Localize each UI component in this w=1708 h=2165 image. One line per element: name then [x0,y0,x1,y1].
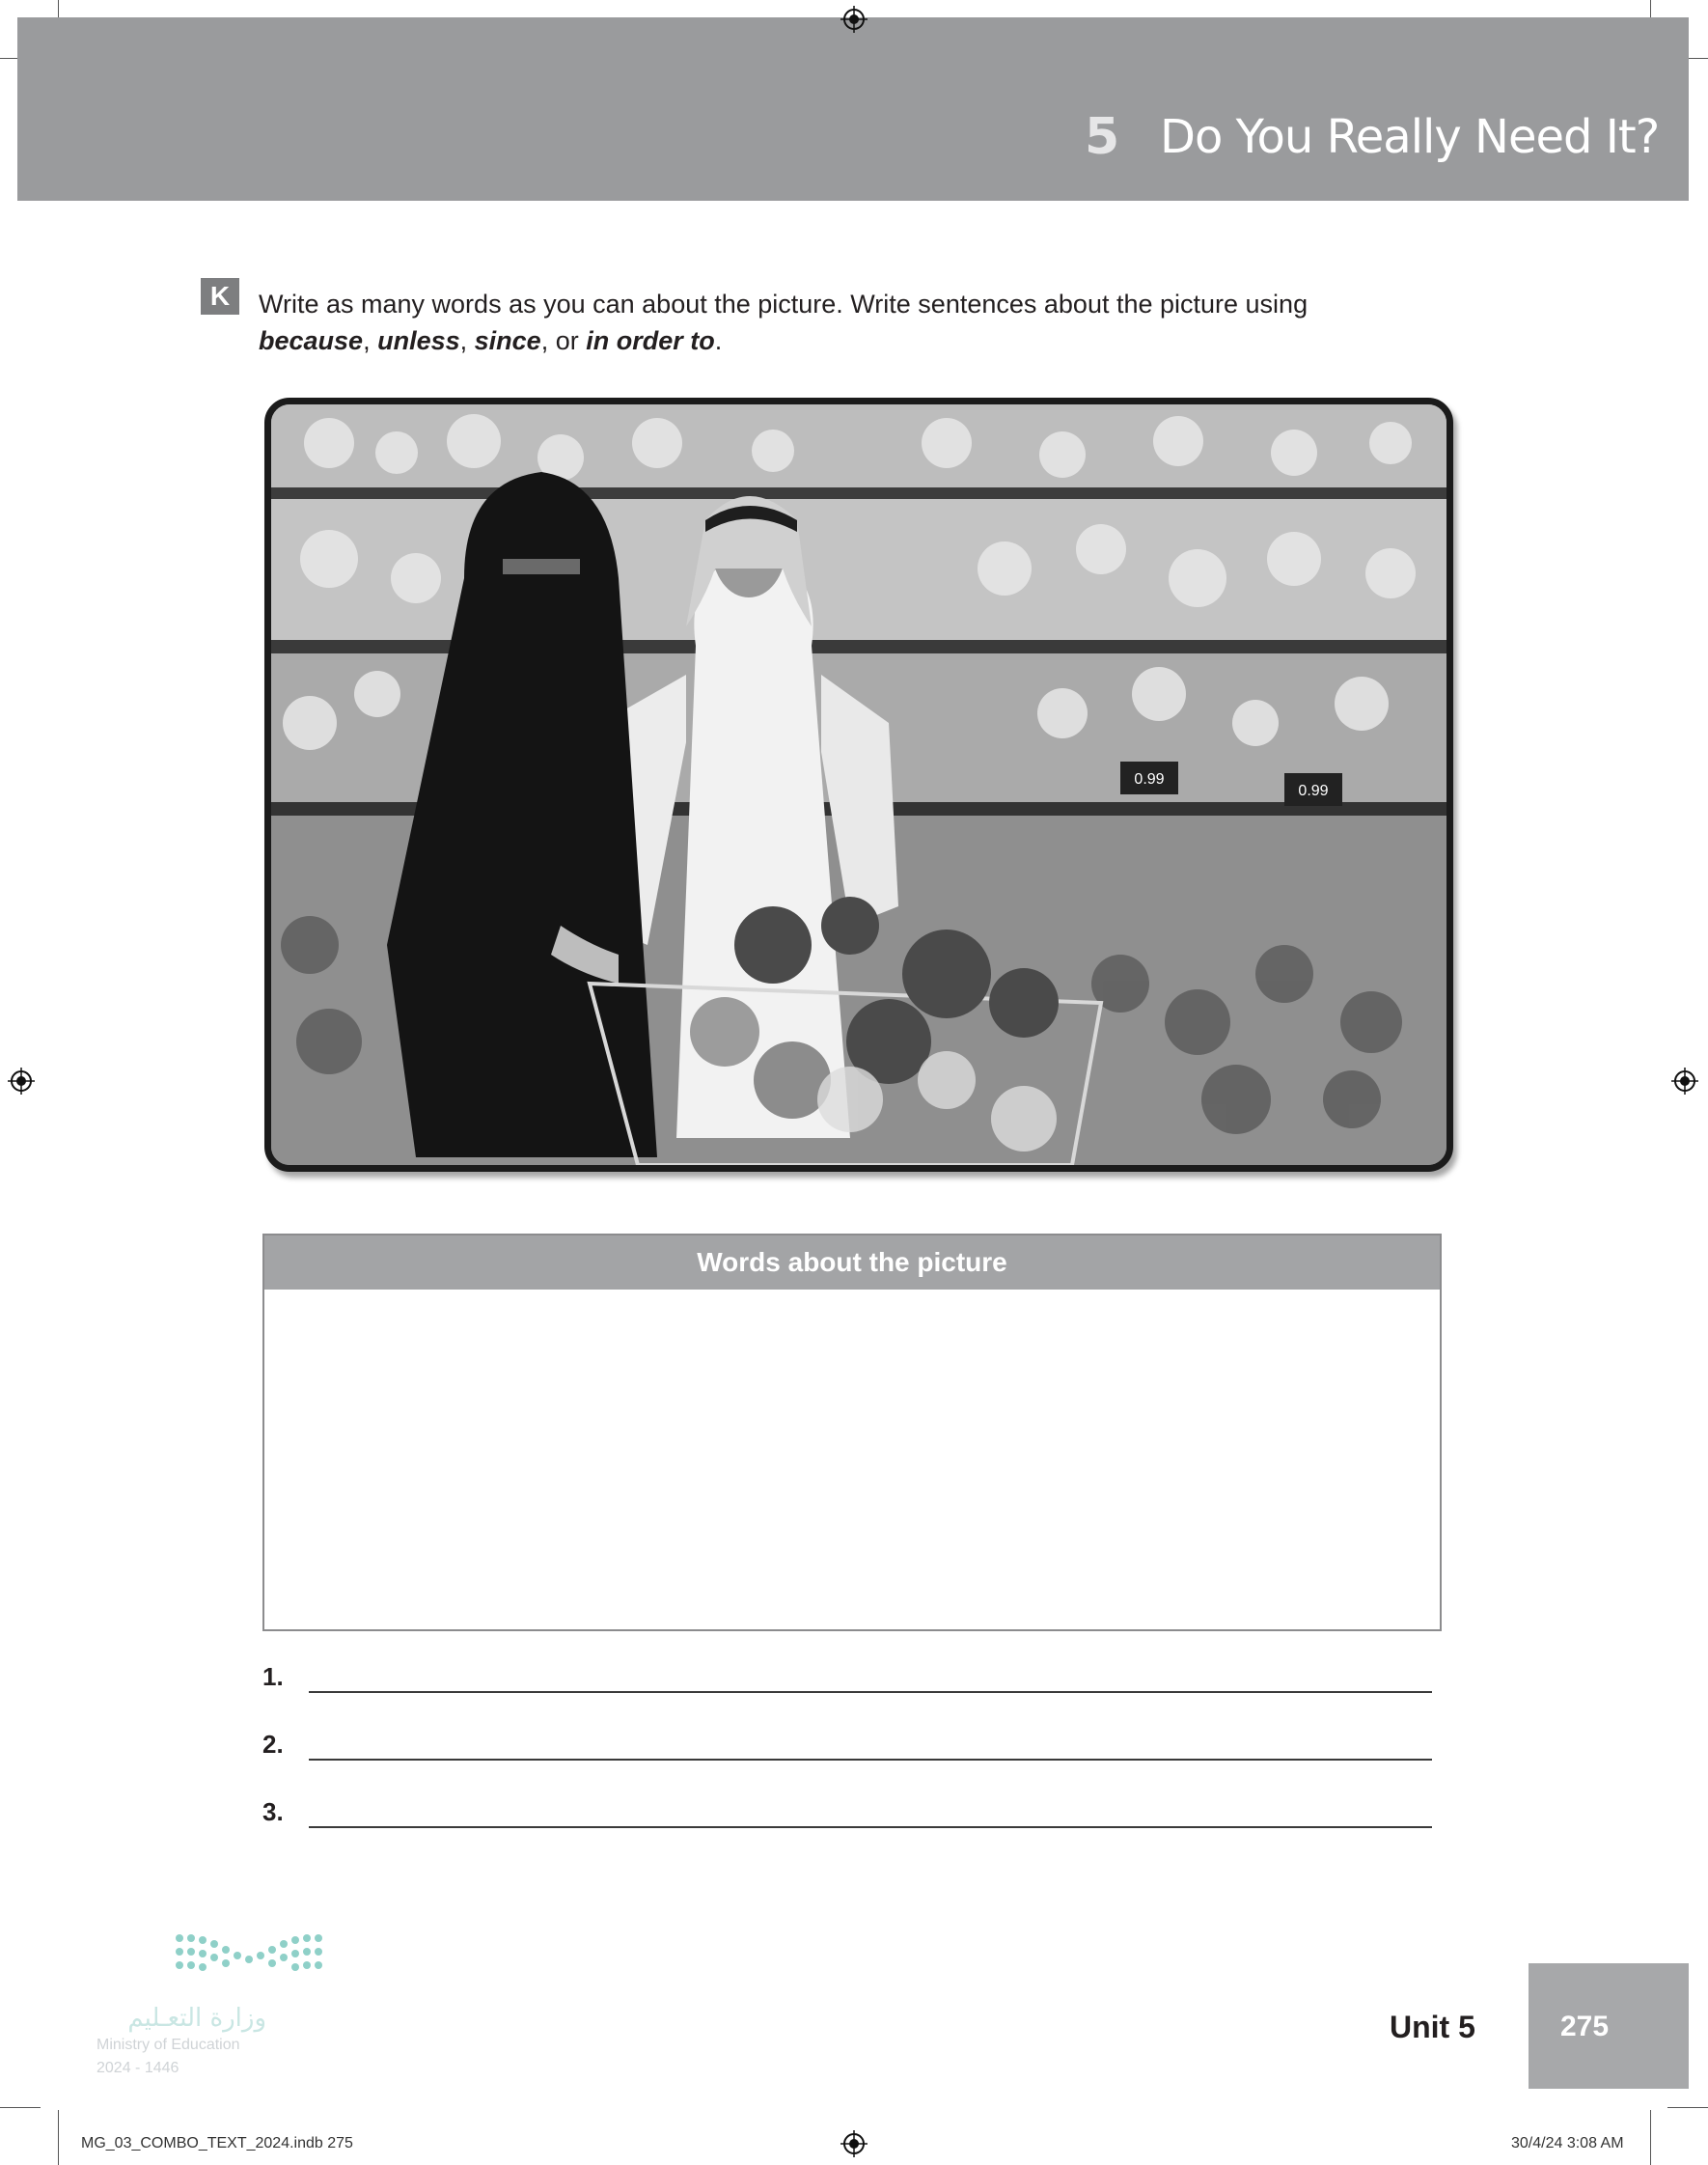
crop-mark [58,2110,59,2165]
ministry-logo-icon [170,1927,344,1994]
registration-mark-icon [1671,1068,1698,1095]
ministry-logo [93,1927,286,2091]
keyword: since [474,326,541,355]
ministry-year: 2024 - 1446 [96,2060,179,2076]
unit-title: Do You Really Need It? [1160,110,1660,164]
photo-illustration [271,404,1446,1165]
answer-number: 2. [262,1730,284,1759]
answer-line-1[interactable] [262,1662,1442,1701]
separator: . [714,326,723,355]
keyword: in order to [586,326,715,355]
words-about-picture-box[interactable] [262,1234,1442,1631]
footer-unit-label: Unit 5 [1390,2010,1475,2044]
price-tag: 0.99 [1134,771,1165,788]
keyword: because [259,326,364,355]
writing-line[interactable] [309,1826,1432,1828]
crop-mark [1667,2107,1708,2108]
answer-number: 1. [262,1662,284,1691]
unit-number: 5 [1085,108,1120,166]
print-slug-file: MG_03_COMBO_TEXT_2024.indb 275 [81,2135,353,2151]
crop-mark [1650,2110,1651,2165]
answer-number: 3. [262,1797,284,1826]
separator: , [363,326,378,355]
registration-mark-icon [8,1068,35,1095]
crop-mark [0,2107,41,2108]
answer-line-3[interactable] [262,1797,1442,1836]
supermarket-photo [264,398,1453,1172]
ministry-arabic-name: وزارة التعـليم [127,2004,266,2033]
writing-line[interactable] [309,1759,1432,1761]
exercise-letter-badge: K [201,278,239,315]
instruction-text: Write as many words as you can about the picture. Write sentences about the picture using [259,290,1309,319]
separator: , [459,326,475,355]
registration-mark-icon [840,6,868,33]
header-band [17,17,1689,201]
print-slug-date: 30/4/24 3:08 AM [1511,2135,1624,2151]
words-box-header: Words about the picture [264,1235,1440,1290]
exercise-instruction [259,286,1417,359]
writing-line[interactable] [309,1691,1432,1693]
answer-line-2[interactable] [262,1730,1442,1768]
ministry-english-name: Ministry of Education [96,2037,240,2053]
separator: , or [540,326,587,355]
page-number: 275 [1559,2011,1610,2042]
price-tag: 0.99 [1298,783,1329,799]
registration-mark-icon [840,2130,868,2157]
keyword: unless [377,326,460,355]
